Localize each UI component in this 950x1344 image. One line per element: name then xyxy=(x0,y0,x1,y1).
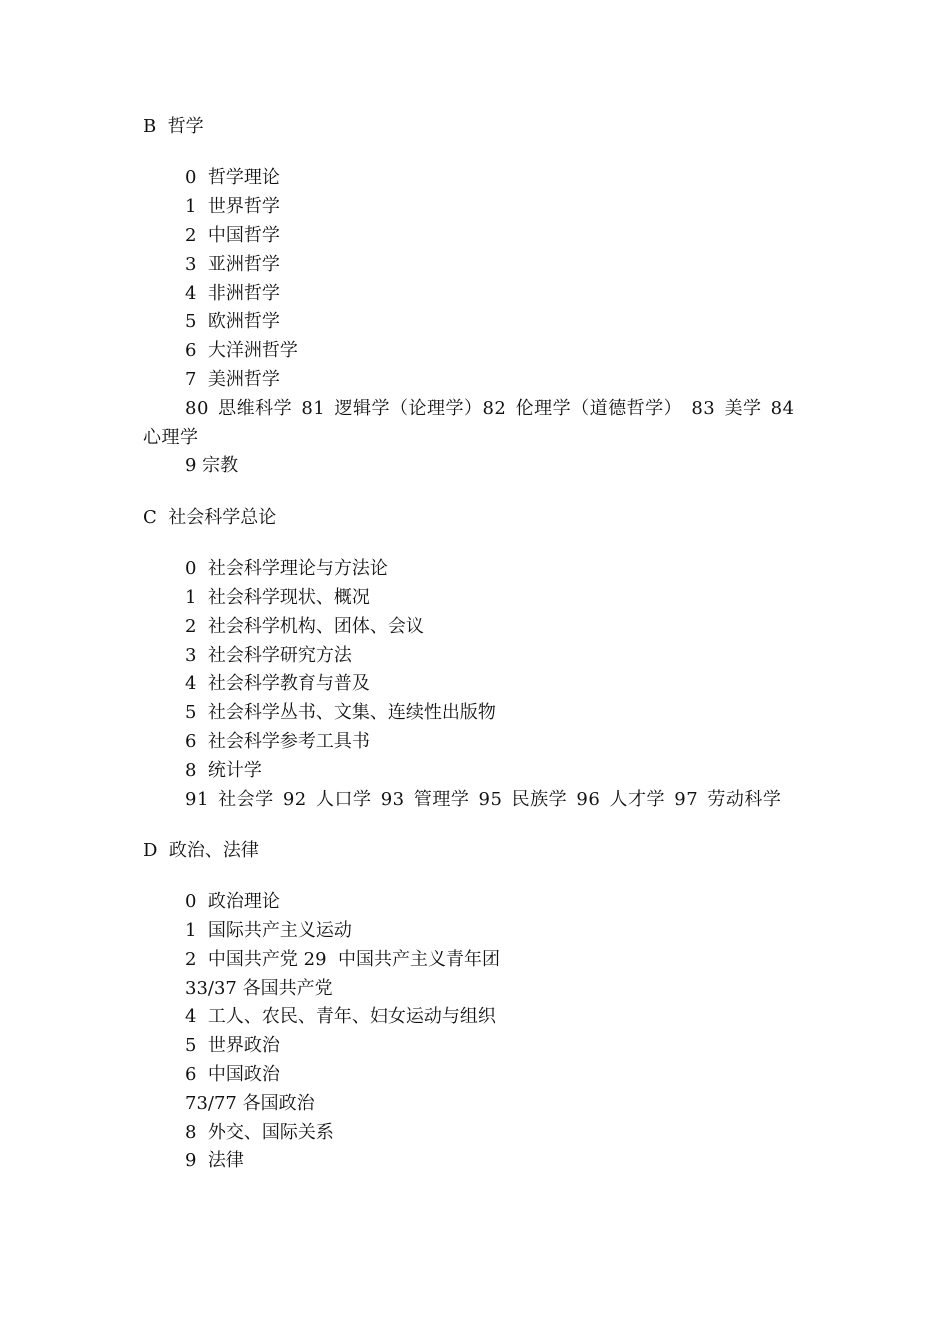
list-item: 9 宗教 xyxy=(185,455,239,477)
list-item: 4 非洲哲学 xyxy=(185,282,280,304)
section-b xyxy=(143,113,813,481)
list-item: 33/37 各国共产党 xyxy=(185,977,333,999)
list-item: 5 社会科学丛书、文集、连续性出版物 xyxy=(185,702,496,724)
list-item: 91 社会学 92 人口学 93 管理学 95 民族学 96 人才学 97 劳动科学 xyxy=(185,788,782,810)
list-item: 6 社会科学参考工具书 xyxy=(185,730,370,752)
list-item: 2 社会科学机构、团体、会议 xyxy=(185,615,424,637)
list-item: 6 中国政治 xyxy=(185,1064,280,1086)
list-item: 7 美洲哲学 xyxy=(185,368,280,390)
list-item: 73/77 各国政治 xyxy=(185,1092,315,1114)
list-item: 1 社会科学现状、概况 xyxy=(185,586,370,608)
spacer xyxy=(143,481,813,504)
list-item: 4 工人、农民、青年、妇女运动与组织 xyxy=(185,1006,496,1028)
section-heading: D 政治、法律 xyxy=(143,839,259,861)
item-list xyxy=(143,555,813,814)
section-c xyxy=(143,504,813,815)
list-item: 9 法律 xyxy=(185,1150,244,1172)
list-item: 4 社会科学教育与普及 xyxy=(185,673,370,695)
section-heading: C 社会科学总论 xyxy=(143,506,277,528)
list-item: 8 外交、国际关系 xyxy=(185,1121,334,1143)
list-item: 5 欧洲哲学 xyxy=(185,311,280,333)
list-item: 0 哲学理论 xyxy=(185,167,280,189)
item-list xyxy=(143,888,813,1176)
list-item: 3 亚洲哲学 xyxy=(185,253,280,275)
list-item: 2 中国哲学 xyxy=(185,224,280,246)
list-item: 2 中国共产党 29 中国共产主义青年团 xyxy=(185,948,500,970)
list-item: 1 国际共产主义运动 xyxy=(185,920,352,942)
spacer xyxy=(143,142,813,165)
spacer xyxy=(143,533,813,556)
section-heading: B 哲学 xyxy=(143,116,204,137)
list-item: 3 社会科学研究方法 xyxy=(185,644,352,666)
document-page xyxy=(143,113,813,1176)
spacer xyxy=(143,866,813,889)
list-item: 8 统计学 xyxy=(185,759,262,781)
list-item: 1 世界哲学 xyxy=(185,196,280,218)
spacer xyxy=(143,814,813,837)
section-d xyxy=(143,837,813,1176)
item-list xyxy=(143,164,813,481)
list-item: 0 政治理论 xyxy=(185,891,280,913)
list-item: 80 思维科学 81 逻辑学（论理学）82 伦理学（道德哲学） 83 美学 84 心理学 xyxy=(143,397,795,448)
list-item: 6 大洋洲哲学 xyxy=(185,340,298,362)
list-item: 5 世界政治 xyxy=(185,1035,280,1057)
list-item: 0 社会科学理论与方法论 xyxy=(185,558,388,580)
